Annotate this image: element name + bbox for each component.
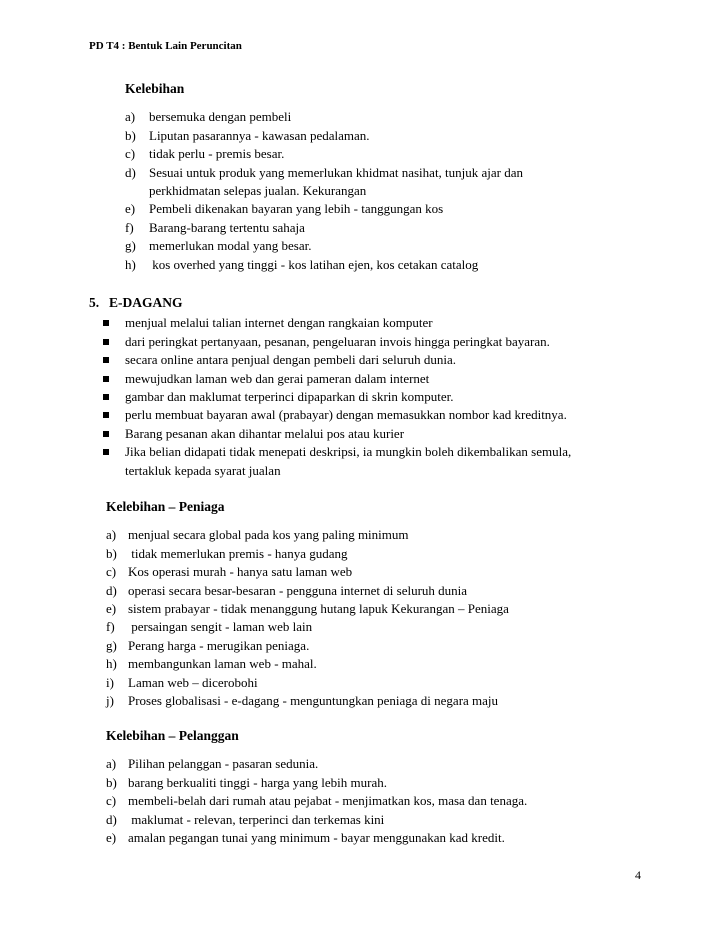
list-item-label: d) xyxy=(125,164,136,180)
list-item xyxy=(106,526,686,544)
kelebihan-top-section xyxy=(125,80,685,274)
list-item-text: menjual melalui talian internet dengan rangkaian komputer xyxy=(125,315,433,331)
edagang-number: 5. xyxy=(89,295,100,310)
list-item-label: e) xyxy=(106,601,117,617)
list-item-text: menjual secara global pada kos yang paling minimum xyxy=(128,527,409,543)
list-item xyxy=(125,256,685,274)
peniaga-heading: Kelebihan – Peniaga xyxy=(106,499,225,514)
list-item-label: h) xyxy=(125,256,136,272)
list-item xyxy=(125,127,685,145)
list-item-label: b) xyxy=(106,774,117,790)
list-item-text: Proses globalisasi - e-dagang - menguntungkan peniaga di negara maju xyxy=(128,693,499,709)
pelanggan-section xyxy=(106,727,686,847)
list-item-text: bersemuka dengan pembeli xyxy=(149,109,292,125)
list-item-label: e) xyxy=(125,201,136,217)
list-item xyxy=(103,425,689,443)
list-item xyxy=(106,600,686,618)
list-item-label: a) xyxy=(106,527,117,543)
list-item-label: d) xyxy=(106,582,117,598)
list-item xyxy=(106,792,686,810)
list-item-label: j) xyxy=(106,693,114,709)
list-item-text: Jika belian didapati tidak menepati deskripsi, ia mungkin boleh dikembalikan semula, xyxy=(125,444,572,460)
list-item-text: Barang pesanan akan dihantar melalui pos atau kurier xyxy=(125,425,405,441)
square-bullet-icon xyxy=(103,339,109,345)
list-item-text: Pembeli dikenakan bayaran yang lebih - tanggungan kos xyxy=(149,201,444,217)
list-item-text: mewujudkan laman web dan gerai pameran dalam internet xyxy=(125,370,430,386)
list-item xyxy=(103,443,689,480)
list-item-text: perlu membuat bayaran awal (prabayar) dengan memasukkan nombor kad kreditnya. xyxy=(125,407,567,423)
list-item-text: Kos operasi murah - hanya satu laman web xyxy=(128,564,353,580)
list-item-label: c) xyxy=(106,564,117,580)
square-bullet-icon xyxy=(103,320,109,326)
list-item-text: Sesuai untuk produk yang memerlukan khidmat nasihat, tunjuk ajar dan xyxy=(149,164,524,180)
list-item-label: b) xyxy=(125,127,136,143)
edagang-bullet-list xyxy=(103,314,689,480)
square-bullet-icon xyxy=(103,449,109,455)
list-item-text: membeli-belah dari rumah atau pejabat - menjimatkan kos, masa dan tenaga. xyxy=(128,793,528,809)
list-item xyxy=(103,406,689,424)
list-item-label: h) xyxy=(106,656,117,672)
list-item-text: Perang harga - merugikan peniaga. xyxy=(128,637,310,653)
list-item-text: memerlukan modal yang besar. xyxy=(149,238,312,254)
square-bullet-icon xyxy=(103,357,109,363)
list-item xyxy=(106,774,686,792)
page-number: 4 xyxy=(635,868,641,882)
list-item-text: barang berkualiti tinggi - harga yang lebih murah. xyxy=(128,774,387,790)
list-item-text: dari peringkat pertanyaan, pesanan, pengeluaran invois hingga peringkat bayaran. xyxy=(125,333,550,349)
list-item-text: perkhidmatan selepas jualan. Kekurangan xyxy=(149,183,367,199)
list-item-text: Barang-barang tertentu sahaja xyxy=(149,219,305,235)
kelebihan-top-list xyxy=(125,108,685,274)
edagang-section xyxy=(89,294,689,480)
list-item xyxy=(125,237,685,255)
list-item-label: f) xyxy=(125,219,134,235)
list-item-label: a) xyxy=(125,109,136,125)
list-item xyxy=(125,200,685,218)
list-item xyxy=(106,582,686,600)
list-item xyxy=(103,314,689,332)
square-bullet-icon xyxy=(103,412,109,418)
list-item-text: persaingan sengit - laman web lain xyxy=(128,619,313,635)
list-item xyxy=(106,637,686,655)
square-bullet-icon xyxy=(103,394,109,400)
list-item-text: tidak perlu - premis besar. xyxy=(149,146,285,162)
list-item-text: gambar dan maklumat terperinci dipaparkan di skrin komputer. xyxy=(125,389,454,405)
list-item-text: Laman web – dicerobohi xyxy=(128,674,258,690)
edagang-title: E-DAGANG xyxy=(109,295,183,310)
list-item xyxy=(106,692,686,710)
list-item-text: amalan pegangan tunai yang minimum - bayar menggunakan kad kredit. xyxy=(128,830,505,846)
list-item-text: Pilihan pelanggan - pasaran sedunia. xyxy=(128,756,319,772)
list-item xyxy=(125,108,685,126)
list-item xyxy=(103,388,689,406)
peniaga-section xyxy=(106,498,686,710)
kelebihan-top-heading: Kelebihan xyxy=(125,81,185,96)
peniaga-list xyxy=(106,526,686,710)
list-item xyxy=(125,145,685,163)
list-item-text: Liputan pasarannya - kawasan pedalaman. xyxy=(149,127,370,143)
list-item xyxy=(106,755,686,773)
list-item-text: maklumat - relevan, terperinci dan terkemas kini xyxy=(128,811,385,827)
pelanggan-heading: Kelebihan – Pelanggan xyxy=(106,728,239,743)
list-item-text: secara online antara penjual dengan pembeli dari seluruh dunia. xyxy=(125,352,457,368)
list-item xyxy=(106,655,686,673)
list-item-text: operasi secara besar-besaran - pengguna internet di seluruh dunia xyxy=(128,582,468,598)
list-item-text: sistem prabayar - tidak menanggung hutang lapuk Kekurangan – Peniaga xyxy=(128,601,509,617)
list-item-label: g) xyxy=(106,637,117,653)
list-item-label: g) xyxy=(125,238,136,254)
list-item xyxy=(106,545,686,563)
list-item-label: a) xyxy=(106,756,117,772)
list-item-label: c) xyxy=(106,793,117,809)
list-item-text: tidak memerlukan premis - hanya gudang xyxy=(128,545,348,561)
list-item-text: tertakluk kepada syarat jualan xyxy=(125,462,281,478)
list-item xyxy=(106,674,686,692)
square-bullet-icon xyxy=(103,431,109,437)
list-item-label: e) xyxy=(106,830,117,846)
list-item xyxy=(106,811,686,829)
list-item xyxy=(125,164,685,201)
list-item-label: d) xyxy=(106,811,117,827)
list-item xyxy=(106,563,686,581)
list-item-label: i) xyxy=(106,674,114,690)
pelanggan-list xyxy=(106,755,686,847)
list-item xyxy=(106,829,686,847)
list-item-text: kos overhed yang tinggi - kos latihan ejen, kos cetakan catalog xyxy=(149,256,479,272)
list-item-label: c) xyxy=(125,146,136,162)
list-item xyxy=(103,370,689,388)
list-item xyxy=(125,219,685,237)
list-item-label: b) xyxy=(106,545,117,561)
page-header: PD T4 : Bentuk Lain Peruncitan xyxy=(89,40,242,52)
list-item xyxy=(103,351,689,369)
list-item xyxy=(103,333,689,351)
edagang-heading xyxy=(89,294,689,312)
list-item-label: f) xyxy=(106,619,115,635)
list-item-text: membangunkan laman web - mahal. xyxy=(128,656,317,672)
square-bullet-icon xyxy=(103,376,109,382)
list-item xyxy=(106,618,686,636)
